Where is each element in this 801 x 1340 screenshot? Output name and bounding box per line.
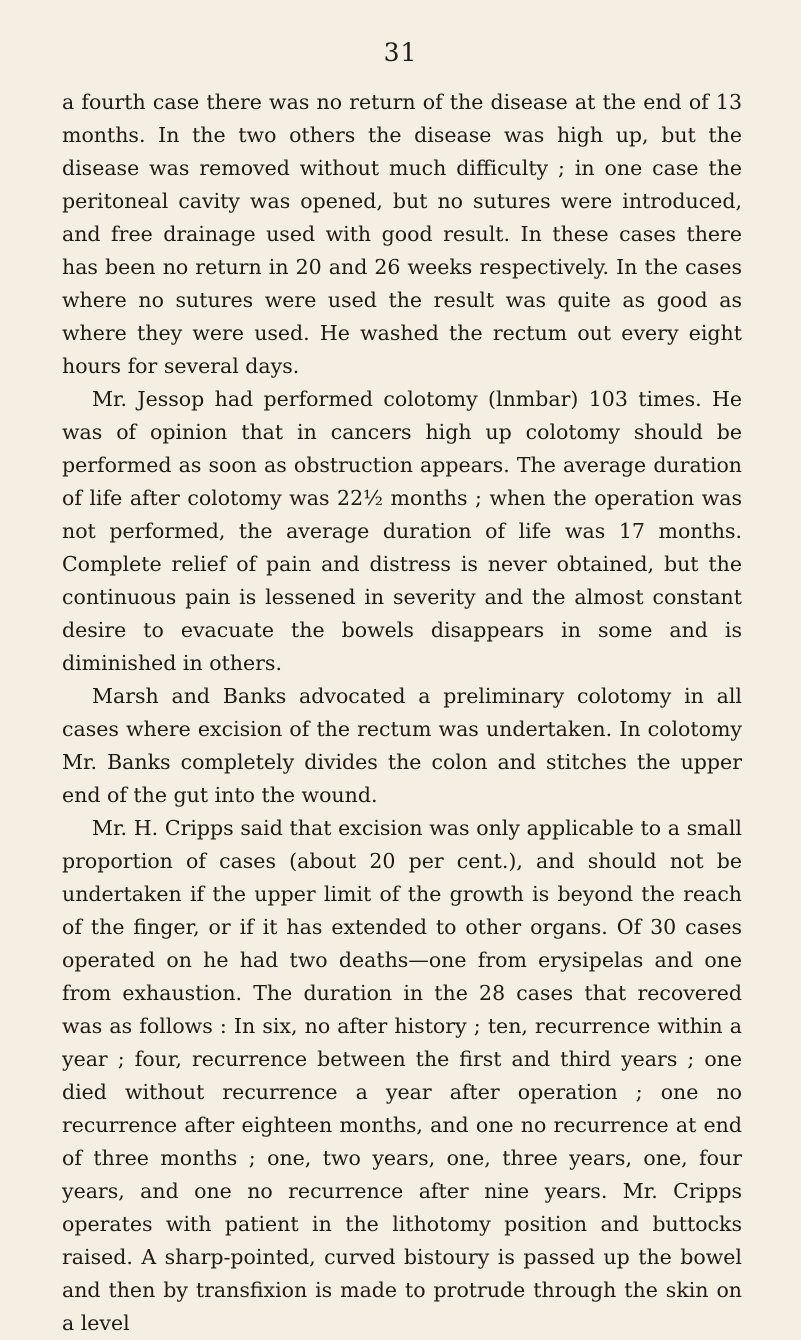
paragraph: Marsh and Banks advocated a preliminary colotomy in all cases where excision of the rectum was undertaken. In colotomy Mr. Banks completely divides the colon and stitches the upper end of the gut into the wound. [62,684,742,807]
body-text [62,86,742,1340]
paragraph: a fourth case there was no return of the disease at the end of 13 months. In the two others the disease was high up, but the disease was removed without much difficulty ; in one case the peritoneal cavity was opened, but no sutures were introduced, and free drainage used with good result. In these cases there has been no return in 20 and 26 weeks respectively. In the cases where no sutures were used the result was quite as good as where they were used. He washed the rectum out every eight hours for several days. [62,90,742,378]
paragraph: Mr. Jessop had performed colotomy (lnmbar) 103 times. He was of opinion that in cancers high up colotomy should be performed as soon as obstruction appears. The average duration of life after colotomy was 22½ months ; when the operation was not performed, the average duration of life was 17 months. Complete relief of pain and distress is never obtained, but the continuous pain is lessened in severity and the almost constant desire to evacuate the bowels disappears in some and is diminished in others. [62,387,742,675]
paragraph: Mr. H. Cripps said that excision was only applicable to a small proportion of cases (about 20 per cent.), and should not be undertaken if the upper limit of the growth is beyond the reach of the finger, or if it has extended to other organs. Of 30 cases operated on he had two deaths—one from erysipelas and one from exhaustion. The duration in the 28 cases that recovered was as follows : In six, no after history ; ten, recurrence within a year ; four, recurrence between the first and third years ; one died without recurrence a year after operation ; one no recurrence after eighteen months, and one no recurrence at end of three months ; one, two years, one, three years, one, four years, and one no recurrence after nine years. Mr. Cripps operates with patient in the lithotomy position and buttocks raised. A sharp-pointed, curved bistoury is passed up the bowel and then by transfixion is made to protrude through the skin on a level [62,816,742,1335]
page-number: 31 [383,38,418,67]
